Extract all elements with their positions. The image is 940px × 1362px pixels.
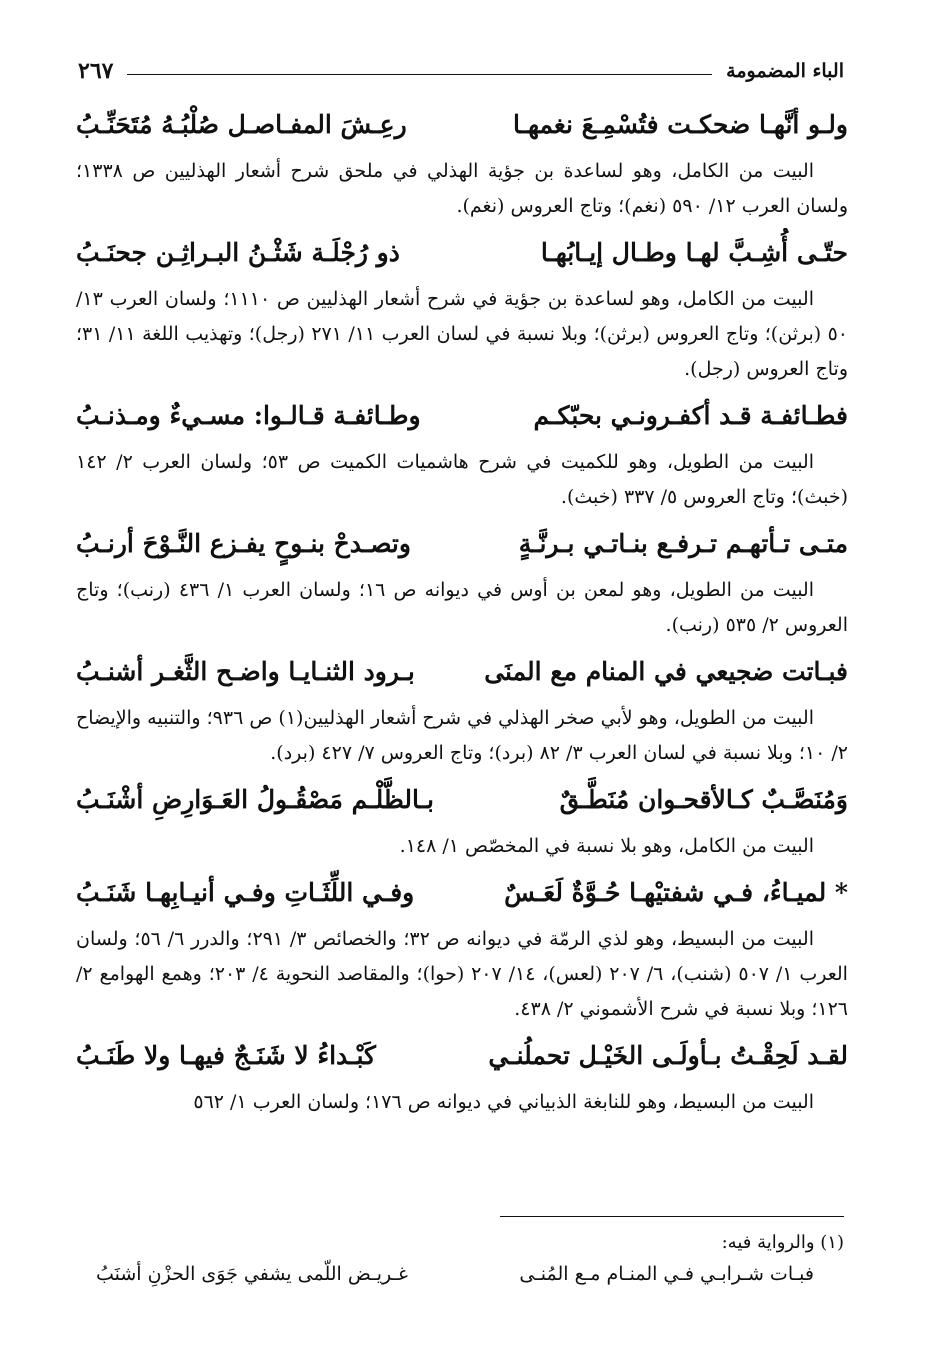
verse-line (76, 647, 848, 699)
verse-second-hemistich: بـرود الثنـايـا واضـح الثَّغـر أشنـبُ (76, 657, 415, 686)
footnote-first-hemistich: فبـات شـرابـي فـي المنـام مـع المُنـى (519, 1263, 814, 1285)
footnote-label: (١) والرواية فيه: (721, 1232, 844, 1253)
verse-first-hemistich: * لميـاءُ، فـي شفتيْهـا حُـوَّةٌ لَعَـسٌ (504, 878, 848, 907)
verse-second-hemistich: وتصـدحْ بنـوحٍ يفـزع النَّـوْحَ أرنـبُ (76, 529, 411, 558)
verse-commentary: البيت من الطويل، وهو للكميت في شرح هاشميات الكميت ص ٥٣؛ ولسان العرب ٢/ ١٤٢ (خبث)؛ وتاج العروس ٥/ ٣٣٧ (خبث). (76, 451, 848, 508)
verse-line (76, 1031, 848, 1083)
footnote-second-hemistich: غـريـض اللّمى يشفي جَوَى الحزْنِ أشنَبُ (96, 1263, 408, 1285)
verse-second-hemistich: وطـائفـة قـالـوا: مسـيءٌ ومـذنـبُ (76, 401, 421, 430)
verse-first-hemistich: حتّـى أُشِـبَّ لهـا وطـال إيـابُهـا (540, 238, 848, 267)
verse-second-hemistich: وفـي اللِّثَـاتِ وفـي أنيـابِهـا شَنَـبُ (76, 878, 415, 907)
verse-second-hemistich: رعِـشَ المفـاصـل صُلْبُـهُ مُتَحَنِّـبُ (76, 110, 407, 139)
verse-first-hemistich: فطـائفـة قـد أكفـرونـي بحبّكـم (533, 401, 848, 430)
verse-line (76, 100, 848, 152)
verse-first-hemistich: ولـو أنَّهـا ضحكـت فتُسْمِـعَ نغمهـا (513, 110, 848, 139)
verse-commentary: البيت من البسيط، وهو لذي الرمّة في ديوانه ص ٣٢؛ والخصائص ٣/ ٢٩١؛ والدرر ٦/ ٥٦؛ ولسان العرب ١/ ٥٠٧ (شنب)، ٦/ ٢٠٧ (لعس)، ١٤/ ٢٠٧ (حوا)؛ والمقاصد النحوية ٤/ ٢٠٣؛ وهمع الهوامع ٢/ ١٢٦؛ وبلا نسبة في شرح الأشموني ٢/ ٤٣٨. (76, 928, 848, 1020)
footnote (76, 1228, 844, 1290)
verse-first-hemistich: متـى تـأتهـم تـرفـع بنـاتـي بـرنَّـةٍ (518, 529, 848, 558)
verse-first-hemistich: فبـاتت ضجيعي في المنام مع المنَى (484, 657, 848, 686)
verse-line (76, 519, 848, 571)
verse-commentary: البيت من البسيط، وهو للنابغة الذبياني في ديوانه ص ١٧٦؛ ولسان العرب ١/ ٥٦٢ (193, 1091, 814, 1113)
verse-line (76, 775, 848, 827)
verse-commentary: البيت من الكامل، وهو لساعدة بن جؤية الهذلي في ملحق شرح أشعار الهذليين ص ١٣٣٨؛ ولسان العرب ١٢/ ٥٩٠ (نغم)؛ وتاج العروس (نغم). (76, 160, 848, 217)
verse-commentary: البيت من الكامل، وهو بلا نسبة في المخصّص ١/ ١٤٨. (399, 835, 814, 857)
verse-first-hemistich: لقـد لَحِقْـتُ بـأولَـى الخَيْـل تحملُنـي (488, 1041, 848, 1070)
verse-second-hemistich: بـالظَّلْـم مَصْقُـولُ العَـوَارِضِ أشْنَـبُ (76, 785, 434, 814)
verse-commentary: البيت من الكامل، وهو لساعدة بن جؤية في شرح أشعار الهذليين ص ١١١٠؛ ولسان العرب ١٣/ ٥٠ (برثن)؛ وتاج العروس (برثن)؛ وبلا نسبة في لسان العرب ١١/ ٢٧١ (رجل)؛ وتهذيب اللغة ١١/ ٣١؛ وتاج العروس (رجل). (76, 288, 848, 380)
page-content (76, 100, 848, 1124)
footnote-rule (500, 1216, 844, 1217)
verse-first-hemistich: وَمُنَصَّـبٌ كـالأقحـوان مُنَطَّـقٌ (559, 785, 848, 814)
verse-line (76, 391, 848, 443)
verse-commentary: البيت من الطويل، وهو لأبي صخر الهذلي في شرح أشعار الهذليين(١) ص ٩٣٦؛ والتنبيه والإيضاح ٢/ ١٠؛ وبلا نسبة في لسان العرب ٣/ ٨٢ (برد)؛ وتاج العروس ٧/ ٤٢٧ (برد). (76, 707, 848, 764)
verse-second-hemistich: كَبْـداءُ لا شَنَـجٌ فيهـا ولا طَنَـبُ (76, 1041, 376, 1070)
verse-line (76, 228, 848, 280)
header-rule (127, 74, 712, 75)
verse-line (76, 868, 848, 920)
verse-commentary: البيت من الطويل، وهو لمعن بن أوس في ديوانه ص ١٦؛ ولسان العرب ١/ ٤٣٦ (رنب)؛ وتاج العروس ٢/ ٥٣٥ (رنب). (76, 579, 848, 636)
chapter-title: الباء المضمومة (726, 60, 844, 82)
footnote-verse (76, 1258, 844, 1290)
verse-second-hemistich: ذو رُجْلَـة شَثْـنُ البـراثِـن جحنَـبُ (76, 238, 400, 267)
page-number: ٢٦٧ (78, 58, 114, 84)
running-header (78, 54, 844, 88)
